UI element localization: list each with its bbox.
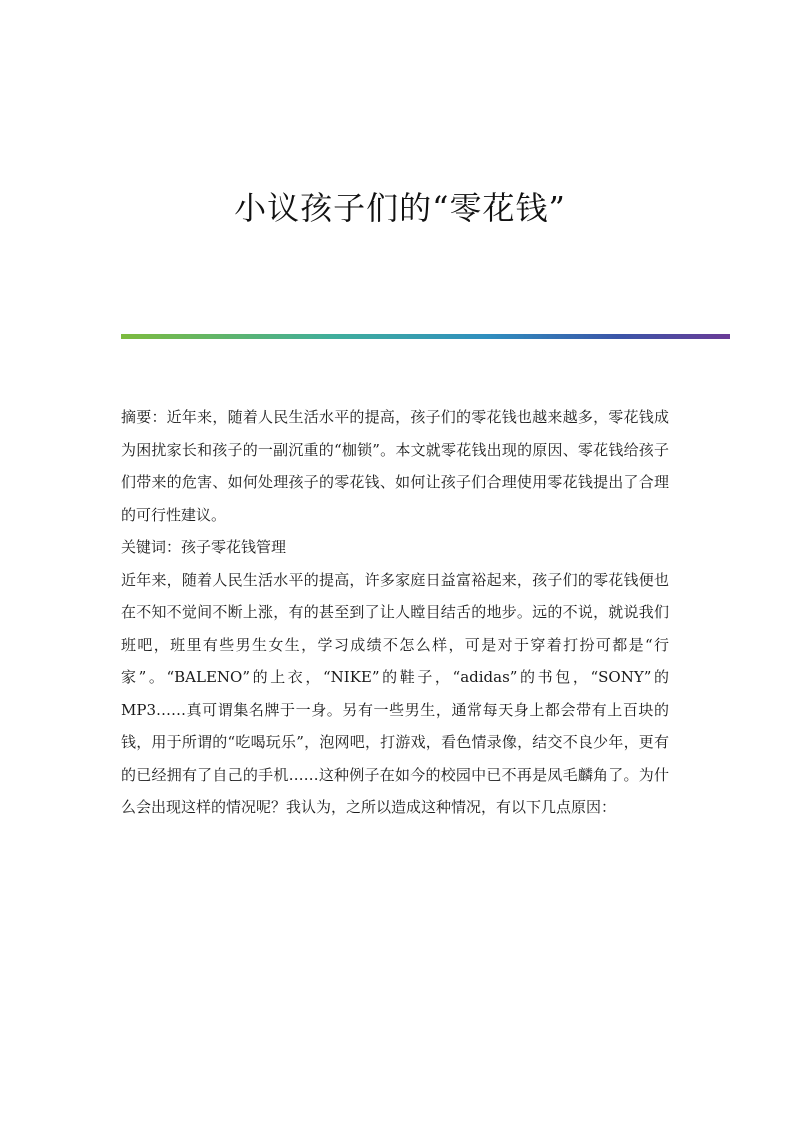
title-divider [121, 334, 730, 339]
body-paragraph: 近年来，随着人民生活水平的提高，许多家庭日益富裕起来，孩子们的零花钱便也在不知不觉间不断上涨，有的甚至到了让人瞠目结舌的地步。远的不说，就说我们班吧，班里有些男生女生，学习成绩不怎么样，可是对于穿着打扮可都是“行家”。“BALENO”的上衣，“NIKE”的鞋子，“adidas”的书包，“SONY”的MP3……真可谓集名牌于一身。另有一些男生，通常每天身上都会带有上百块的钱，用于所谓的“吃喝玩乐”，泡网吧，打游戏，看色情录像，结交不良少年，更有的已经拥有了自己的手机……这种例子在如今的校园中已不再是凤毛麟角了。为什么会出现这样的情况呢？我认为，之所以造成这种情况，有以下几点原因： [121, 570, 669, 816]
document-title: 小议孩子们的“零花钱” [234, 189, 566, 227]
abstract-paragraph: 摘要：近年来，随着人民生活水平的提高，孩子们的零花钱也越来越多，零花钱成为困扰家长和孩子的一副沉重的“枷锁”。本文就零花钱出现的原因、零花钱给孩子们带来的危害、如何处理孩子的零花钱、如何让孩子们合理使用零花钱提出了合理的可行性建议。 [121, 408, 669, 524]
document-body [121, 401, 669, 824]
keywords-paragraph: 关键词：孩子零花钱管理 [121, 538, 287, 556]
